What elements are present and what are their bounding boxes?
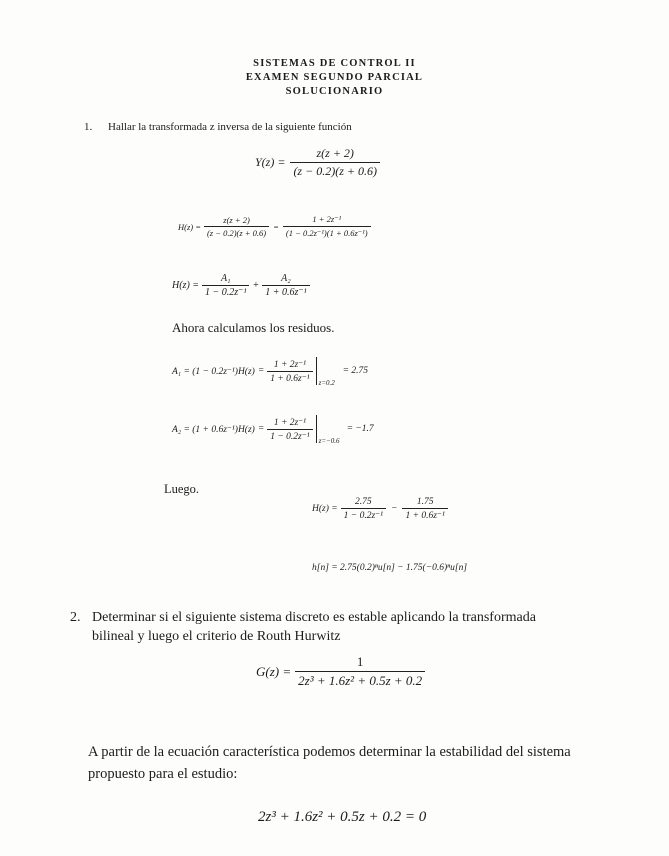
- eq-g-of-z: [256, 654, 425, 689]
- eq-h2-den2: 1 + 0.6z⁻¹: [262, 285, 309, 298]
- q2-paragraph-line1: A partir de la ecuación característica podemos determinar la estabilidad del sistema: [88, 744, 571, 760]
- eq-h1-num2: 1 + 2z⁻¹: [312, 214, 342, 224]
- eq-a2-evalbar: [316, 415, 340, 445]
- eq-a2-den: 1 − 0.2z⁻¹: [267, 429, 312, 442]
- eq-a1-frac: [267, 359, 312, 384]
- eq-a2-frac: [267, 417, 312, 442]
- eq-h-final: [312, 497, 448, 521]
- eq-h1-frac1: [204, 215, 269, 238]
- eq-a2-sub: z=−0.6: [318, 437, 340, 445]
- eq-h3-lhs: H(z) =: [312, 504, 338, 514]
- eq-h2-num1: A₁: [220, 273, 231, 284]
- eq-h-partial-fractions: [172, 273, 310, 298]
- eq-g-lhs: G(z) =: [256, 663, 292, 679]
- eq-a2-num: 1 + 2z⁻¹: [273, 417, 307, 428]
- q2-statement-line2: bilineal y luego el criterio de Routh Hurwitz: [92, 629, 341, 644]
- title-exam: EXAMEN SEGUNDO PARCIAL: [245, 72, 424, 83]
- eq-h2-frac2: [262, 273, 309, 298]
- eq-h2-num2: A₂: [281, 273, 291, 284]
- eq-g-num: 1: [356, 654, 364, 669]
- eq-h1-lhs: H(z) =: [178, 221, 201, 232]
- luego-text: Luego.: [164, 482, 200, 496]
- eq-a2-eq: =: [257, 424, 265, 434]
- eq-a1-eq: =: [257, 366, 265, 376]
- eq-h3-num2: 1.75: [416, 497, 434, 507]
- eq-a1-den: 1 + 0.6z⁻¹: [267, 371, 312, 384]
- q1-statement: Hallar la transformada z inversa de la siguiente función: [108, 121, 352, 133]
- eq-a1-num: 1 + 2z⁻¹: [273, 359, 307, 370]
- eq-h1-den2: (1 − 0.2z⁻¹)(1 + 0.6z⁻¹): [283, 226, 371, 239]
- eq-h3-num1: 2.75: [355, 497, 372, 507]
- title-solution: SOLUCIONARIO: [285, 86, 384, 97]
- eq-h1-num1: z(z + 2): [223, 215, 250, 225]
- eq-h2-den1: 1 − 0.2z⁻¹: [202, 285, 249, 298]
- eq-a2-lhs: A₂ = (1 + 0.6z⁻¹)H(z): [172, 424, 255, 435]
- eq-y-lhs: Y(z) =: [255, 155, 286, 169]
- title-course: SISTEMAS DE CONTROL II: [253, 58, 416, 69]
- eq-h2-lhs: H(z) =: [172, 280, 200, 291]
- eq-a1-sub: z=0.2: [318, 379, 335, 387]
- eq-a2-result: = −1.7: [346, 424, 374, 434]
- eq-y-den: (z − 0.2)(z + 0.6): [290, 162, 380, 179]
- eq-h3-den2: 1 + 0.6z⁻¹: [402, 508, 447, 521]
- eq-h3-frac2: [402, 497, 447, 521]
- residues-text: Ahora calculamos los residuos.: [172, 320, 335, 335]
- eq-a1-evalbar: [316, 357, 335, 387]
- eq-g-den: 2z³ + 1.6z² + 0.5z + 0.2: [295, 671, 425, 689]
- eq-a2: [172, 415, 374, 443]
- eq-h-expanded: [178, 214, 371, 239]
- q2-number: 2.: [70, 610, 81, 625]
- q2-statement-line1: Determinar si el siguiente sistema discreto es estable aplicando la transformada: [92, 610, 536, 625]
- eq-h1-mid: =: [273, 221, 279, 232]
- q2-paragraph-line2: propuesto para el estudio:: [88, 766, 238, 782]
- eq-h3-minus: −: [391, 504, 398, 514]
- eq-y-num: z(z + 2): [316, 146, 354, 160]
- eq-h2-frac1: [202, 273, 249, 298]
- eq-characteristic: 2z³ + 1.6z² + 0.5z + 0.2 = 0: [258, 809, 427, 825]
- eq-a1-result: = 2.75: [342, 366, 369, 376]
- eq-h3-frac1: [341, 497, 386, 521]
- eq-h2-plus: +: [252, 280, 260, 291]
- eq-h1-frac2: [283, 214, 371, 239]
- eq-a1-lhs: A₁ = (1 − 0.2z⁻¹)H(z): [172, 366, 255, 377]
- eq-g-fraction: [295, 654, 425, 689]
- eq-h-of-n: h[n] = 2.75(0.2)ⁿu[n] − 1.75(−0.6)ⁿu[n]: [312, 563, 468, 573]
- eq-h1-den1: (z − 0.2)(z + 0.6): [204, 226, 269, 238]
- q1-number: 1.: [84, 121, 93, 133]
- eq-a1: [172, 357, 368, 385]
- eq-y-of-z: [255, 146, 380, 179]
- eq-y-fraction: [290, 146, 380, 179]
- eq-h3-den1: 1 − 0.2z⁻¹: [341, 508, 386, 521]
